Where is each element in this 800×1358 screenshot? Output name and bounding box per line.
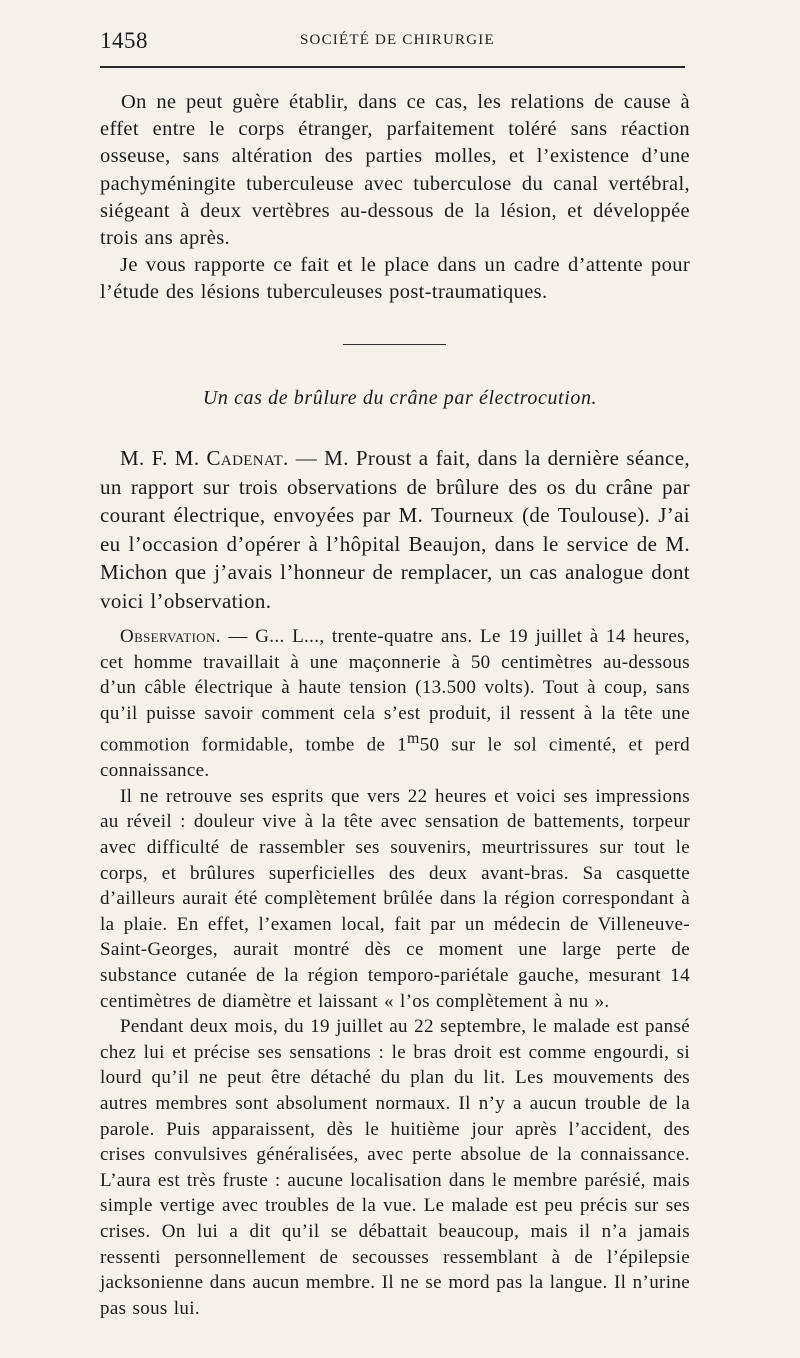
observation-paragraph [100,624,690,784]
speaker-name: M. F. M. Cadenat. [120,446,289,470]
running-title: SOCIÉTÉ DE CHIRURGIE [300,32,495,48]
observation-label: Observation. [120,626,221,647]
header-rule [100,66,685,68]
observation-text: — G... L..., trente-quatre ans. Le 19 juillet à 14 heures, cet homme travaillait à une maçonnerie à 50 centimètres au-dessous d’un câble électrique à haute tension (13.500 volts). Tout à coup, sans qu’il puisse savoir comment cela s’est produit, il ressent à la tête une commotion formidable, tombe de 1 [100,626,690,756]
section-separator-rule [343,344,446,345]
running-header [100,22,685,58]
observation-text-block [100,624,690,1321]
paragraph: On ne peut guère établir, dans ce cas, les relations de cause à effet entre le corps étranger, parfaitement toléré sans réaction osseuse, sans altération des parties molles, et l’existence d’une pachyméningite tuberculeuse avec tuberculose du canal vertébral, siégeant à deux vertèbres au-dessous de la lésion, et développée trois ans après. [100,91,690,250]
intro-paragraph [100,444,690,615]
unit-superscript: m [407,730,420,748]
paragraph: Je vous rapporte ce fait et le place dans un cadre d’attente pour l’étude des lésions tuberculeuses post-traumatiques. [100,254,690,304]
top-text-block [100,89,690,307]
paragraph: Pendant deux mois, du 19 juillet au 22 septembre, le malade est pansé chez lui et précise ses sensations : le bras droit est comme engourdi, si lourd qu’il ne peut être détaché du plan du lit. Les mouvements des autres membres sont absolument normaux. Il n’y a aucun trouble de la parole. Puis apparaissent, dès le huitième jour après l’accident, des crises convulsives généralisées, avec perte absolue de la connaissance. L’aura est très fruste : aucune localisation dans le membre parésié, mais simple vertige avec troubles de la vue. Le malade est peu précis sur ses crises. On lui a dit qu’il se débattait beaucoup, mais il n’a jamais ressenti personnellement de secousses ressemblant à de l’épilepsie jacksonienne dans aucun membre. Il ne se mord pas la langue. Il n’urine pas sous lui. [100,1016,690,1319]
intro-text: — M. Proust a fait, dans la dernière séance, un rapport sur trois observations de brûlure des os du crâne par courant électrique, envoyées par M. Tourneux (de Toulouse). J’ai eu l’occasion d’opérer à l’hôpital Beaujon, dans le service de M. Michon que j’avais l’honneur de remplacer, un cas analogue dont voici l’observation. [100,446,691,613]
page-number: 1458 [100,28,148,53]
intro-text-block [100,444,690,615]
paragraph: Il ne retrouve ses esprits que vers 22 heures et voici ses impressions au réveil : douleur vive à la tête avec sensation de battements, torpeur avec difficulté de rassembler ses souvenirs, meurtrissures sur tout le corps, et brûlures superficielles des deux avant-bras. Sa casquette d’ailleurs aurait été complètement brûlée dans la région correspondant à la plaie. En effet, l’examen local, fait par un médecin de Villeneuve-Saint-Georges, aurait montré dès ce moment une large perte de substance cutanée de la région temporo-pariétale gauche, mesurant 14 centimètres de diamètre et laissant « l’os complètement à nu ». [100,785,690,1012]
observation-text-continued: 50 sur le sol cimenté, et perd connaissance. [100,734,690,782]
section-title: Un cas de brûlure du crâne par électrocution. [202,387,598,409]
